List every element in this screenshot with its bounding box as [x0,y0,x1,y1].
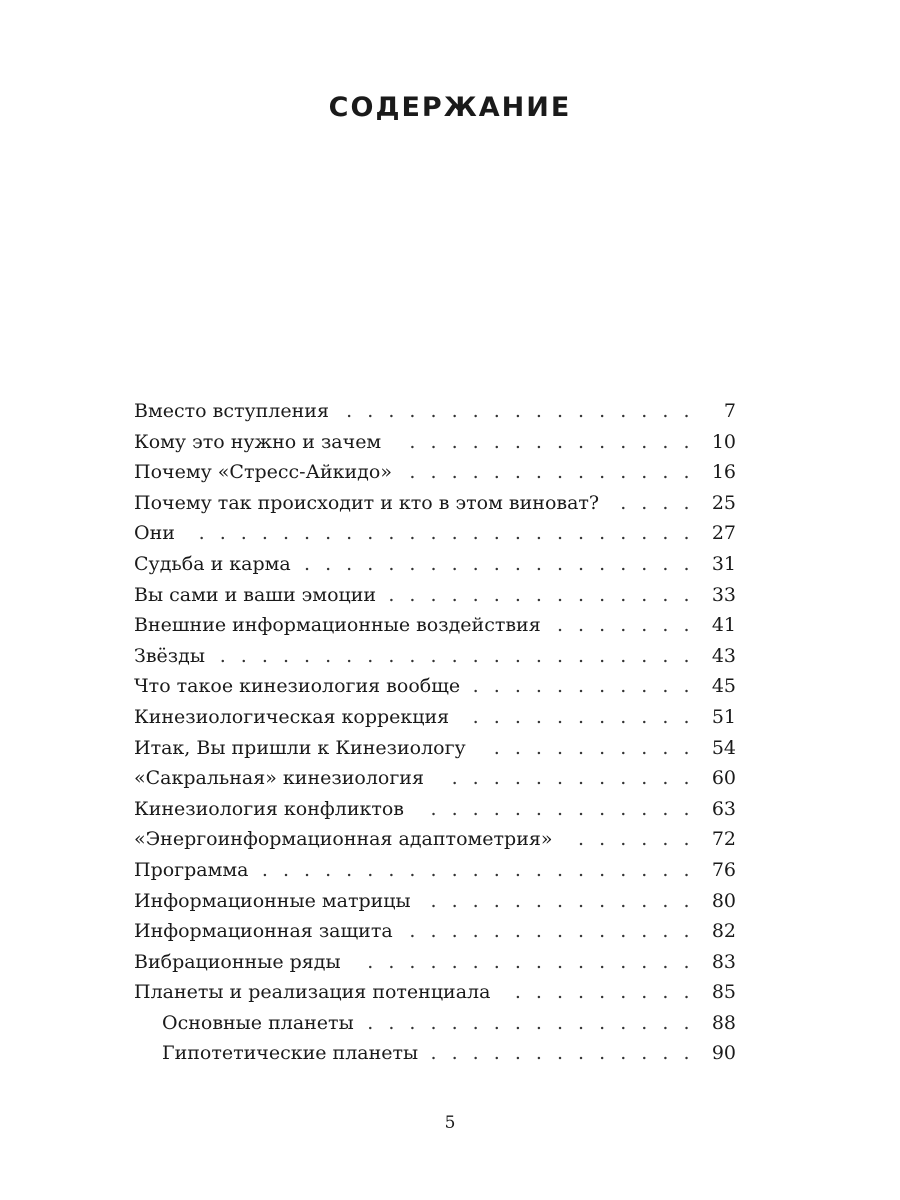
toc-entry[interactable] [134,641,736,672]
dot-leader [555,610,694,641]
toc-entry-title: Итак, Вы пришли к Кинезиологу [134,736,466,759]
toc-entry[interactable] [134,549,736,580]
dot-leader [368,1008,694,1039]
toc-entry[interactable] [134,580,736,611]
dot-leader [355,947,694,978]
toc-entry-title: Информационная защита [134,920,393,943]
dot-leader [390,580,694,611]
dot-leader [305,549,694,580]
toc-entry[interactable] [134,488,736,519]
dot-leader [474,671,694,702]
toc-entry-title: Программа [134,858,249,881]
toc-entry-page: 83 [711,950,736,973]
toc-entry-page: 80 [711,889,736,912]
dot-leader [395,427,694,458]
toc-entry-page: 16 [711,461,736,484]
toc-entry-title: Кинезиология конфликтов [134,797,404,820]
toc-entry[interactable] [134,427,736,458]
toc-entry-page: 41 [711,614,736,637]
toc-entry[interactable] [134,671,736,702]
dot-leader [189,518,694,549]
toc-entry[interactable] [134,916,736,947]
toc-subentry[interactable] [134,1038,736,1069]
dot-leader [407,916,694,947]
toc-entry-title: Вместо вступления [134,400,329,422]
toc-entry-title: Информационные матрицы [134,889,411,912]
toc-entry[interactable] [134,733,736,764]
toc-entry[interactable] [134,824,736,855]
toc-entry-title: Вибрационные ряды [134,950,341,973]
toc-entry-page: 72 [711,828,736,851]
toc-entry-title: Гипотетические планеты [162,1042,419,1065]
toc-entry-page: 10 [711,430,736,453]
toc-entry-title: Судьба и карма [134,552,291,575]
dot-leader [438,763,694,794]
toc-entry-title: «Сакральная» кинезиология [134,767,424,790]
dot-leader [566,824,694,855]
toc-entry-page: 54 [711,736,736,759]
dot-leader [463,702,694,733]
toc-entry-title: Что такое кинезиология вообще [134,675,461,698]
toc-entry-title: Планеты и реализация потенциала [134,981,491,1004]
toc-entry-page: 76 [711,858,736,881]
dot-leader [219,641,694,672]
toc-entry-title: Почему «Стресс-Айкидо» [134,461,392,484]
toc-entry[interactable] [134,977,736,1008]
toc-entry[interactable] [134,886,736,917]
toc-entry-page: 51 [711,705,736,728]
toc-entry[interactable] [134,610,736,641]
toc-entry-title: Звёзды [134,644,205,667]
toc-entry[interactable] [134,396,736,427]
dot-leader [425,886,694,917]
toc-entry-page: 82 [711,920,736,943]
toc-entry-page: 45 [711,675,736,698]
dot-leader [504,977,694,1008]
dot-leader [418,794,694,825]
dot-leader [343,396,694,427]
toc-entry-title: Внешние информационные воздействия [134,614,541,637]
toc-entry-title: Вы сами и ваши эмоции [134,583,377,606]
toc-entry[interactable] [134,855,736,886]
dot-leader [480,733,694,764]
toc-entry[interactable] [134,763,736,794]
toc-entry[interactable] [134,947,736,978]
toc-entry-title: Они [134,522,175,545]
toc-entry-page: 60 [711,767,736,790]
dot-leader [432,1038,694,1069]
toc-entry[interactable] [134,794,736,825]
page-title: СОДЕРЖАНИЕ [328,92,572,123]
toc-entry-title: Кинезиологическая коррекция [134,705,450,728]
dot-leader [406,457,694,488]
toc-entry-page: 27 [711,522,736,545]
toc-entry-page: 43 [711,644,736,667]
toc-entry-page: 63 [711,797,736,820]
toc-entry-page: 33 [711,583,736,606]
toc-subentry[interactable] [134,1008,736,1039]
page-number: 5 [444,1113,456,1133]
toc-entry[interactable] [134,702,736,733]
toc-entry[interactable] [134,518,736,549]
toc-entry-page: 31 [711,552,736,575]
toc-entry-title: Основные планеты [162,1011,354,1034]
toc-entry-page: 7 [723,400,736,422]
dot-leader [613,488,694,519]
toc-entry-page: 90 [711,1042,736,1065]
toc-entry-title: Почему так происходит и кто в этом виноват? [134,491,600,514]
toc-entry-page: 88 [711,1011,736,1034]
table-of-contents [134,396,736,1069]
toc-entry-title: «Энергоинформационная адаптометрия» [134,828,553,851]
dot-leader [263,855,694,886]
toc-entry-title: Кому это нужно и зачем [134,430,382,453]
toc-entry-page: 85 [711,981,736,1004]
toc-entry-page: 25 [711,491,736,514]
toc-entry[interactable] [134,457,736,488]
